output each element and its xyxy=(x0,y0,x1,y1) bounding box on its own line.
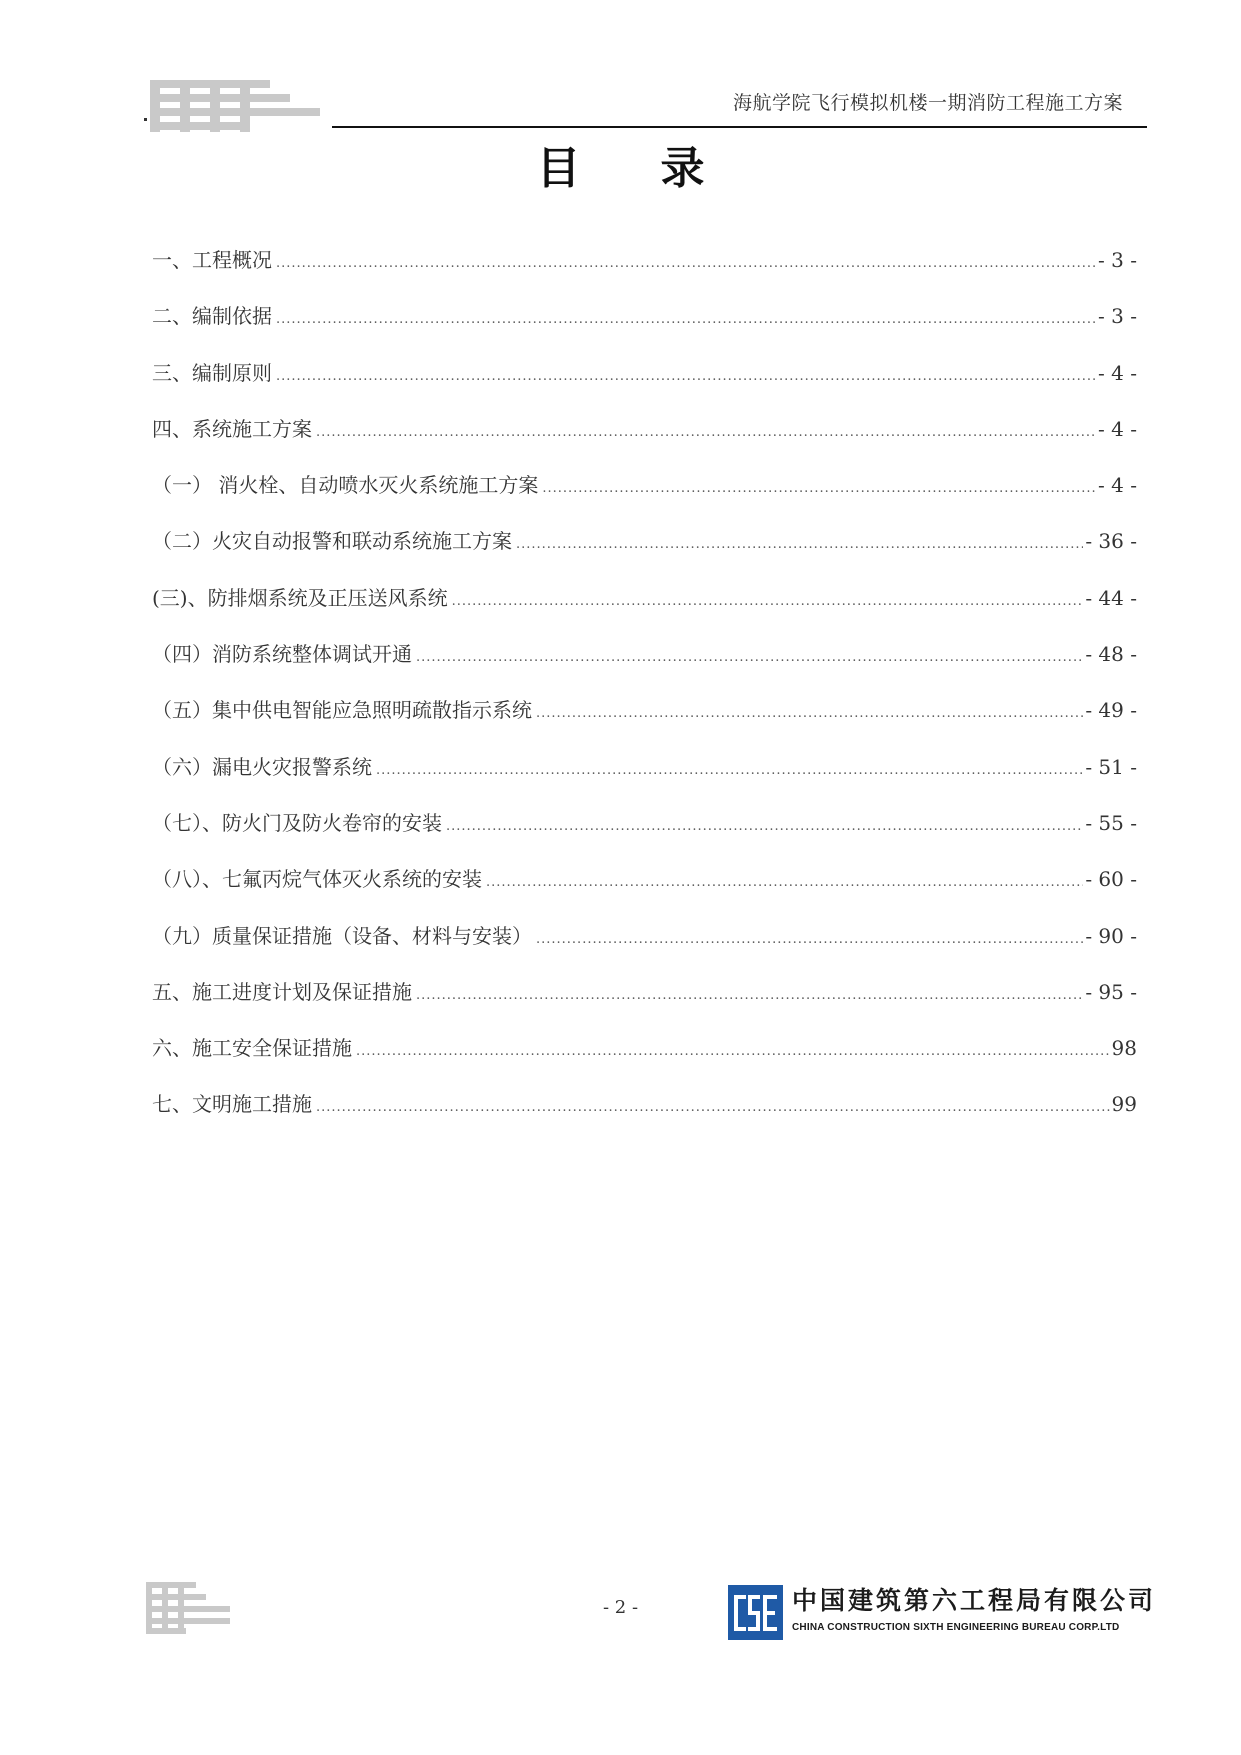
toc-entry-page-number: - 36 - xyxy=(1085,529,1137,554)
toc-leader-dots xyxy=(536,706,1083,721)
toc-leader-dots xyxy=(416,650,1083,665)
toc-entry-page-number: - 4 - xyxy=(1098,416,1137,441)
toc-entry-title: (三)、防排烟系统及正压送风系统 xyxy=(152,585,448,610)
toc-entry-title: （一） 消火栓、自动喷水灭火系统施工方案 xyxy=(152,473,539,498)
toc-entry[interactable] xyxy=(152,413,1137,469)
toc-entry[interactable] xyxy=(152,694,1137,750)
document-header-title: 海航学院飞行模拟机楼一期消防工程施工方案 xyxy=(732,92,1123,114)
toc-entry[interactable] xyxy=(152,357,1137,413)
toc-entry[interactable] xyxy=(152,976,1137,1032)
toc-entry-page-number: - 95 - xyxy=(1085,979,1137,1004)
company-name-english: CHINA CONSTRUCTION SIXTH ENGINEERING BUREAU CORP.LTD xyxy=(792,1622,1120,1633)
toc-entry-title: 三、编制原则 xyxy=(152,360,272,385)
toc-entry[interactable] xyxy=(152,525,1137,581)
toc-entry-title: （五）集中供电智能应急照明疏散指示系统 xyxy=(152,698,532,723)
toc-entry-title: （六）漏电火灾报警系统 xyxy=(152,754,372,779)
toc-leader-dots xyxy=(516,537,1083,552)
toc-leader-dots xyxy=(416,988,1083,1003)
toc-entry-page-number: - 55 - xyxy=(1085,810,1137,835)
toc-entry[interactable] xyxy=(152,244,1137,300)
header-divider xyxy=(332,126,1147,128)
toc-entry-title: （四）消防系统整体调试开通 xyxy=(152,642,412,667)
toc-entry-title: （七）、防火门及防火卷帘的安装 xyxy=(152,810,442,835)
toc-heading: 目录 xyxy=(536,143,785,194)
toc-entry-page-number: - 3 - xyxy=(1098,248,1137,272)
toc-leader-dots xyxy=(376,763,1083,778)
toc-entry[interactable] xyxy=(152,807,1137,863)
company-name-chinese: 中国建筑第六工程局有限公司 xyxy=(792,1586,1157,1615)
toc-leader-dots xyxy=(276,312,1096,327)
toc-entry-page-number: - 4 - xyxy=(1098,473,1137,498)
toc-entry[interactable] xyxy=(152,751,1137,807)
toc-entry[interactable] xyxy=(152,469,1137,525)
toc-entry-page-number: 99 xyxy=(1111,1092,1137,1117)
toc-leader-dots xyxy=(316,1100,1110,1115)
toc-leader-dots xyxy=(446,819,1083,834)
page-number: - 2 - xyxy=(602,1597,639,1618)
toc-leader-dots xyxy=(316,425,1096,440)
toc-entry-title: 五、施工进度计划及保证措施 xyxy=(152,979,412,1004)
table-of-contents xyxy=(152,244,1137,1145)
toc-entry[interactable] xyxy=(152,1032,1137,1088)
toc-entry-page-number: - 4 - xyxy=(1098,360,1137,385)
toc-entry-title: （八）、七氟丙烷气体灭火系统的安装 xyxy=(152,867,482,892)
toc-entry-page-number: - 44 - xyxy=(1085,585,1137,610)
toc-entry[interactable] xyxy=(152,863,1137,919)
toc-entry-title: （九）质量保证措施（设备、材料与安装） xyxy=(152,923,532,948)
toc-leader-dots xyxy=(356,1044,1110,1059)
toc-leader-dots xyxy=(536,932,1083,947)
toc-entry-title: 一、工程概况 xyxy=(152,248,272,272)
toc-entry-page-number: 98 xyxy=(1111,1036,1137,1061)
toc-entry-page-number: - 49 - xyxy=(1085,698,1137,723)
toc-leader-dots xyxy=(542,481,1096,496)
toc-entry[interactable] xyxy=(152,920,1137,976)
toc-entry-title: 二、编制依据 xyxy=(152,304,272,329)
toc-entry-page-number: - 48 - xyxy=(1085,642,1137,667)
toc-entry-page-number: - 60 - xyxy=(1085,867,1137,892)
toc-entry[interactable] xyxy=(152,638,1137,694)
toc-leader-dots xyxy=(276,256,1096,271)
toc-leader-dots xyxy=(276,369,1096,384)
toc-entry[interactable] xyxy=(152,300,1137,356)
company-logo-icon xyxy=(728,1585,783,1640)
header-logo-icon xyxy=(150,80,320,132)
toc-leader-dots xyxy=(452,594,1084,609)
toc-entry-page-number: - 51 - xyxy=(1085,754,1137,779)
header-marker-dot xyxy=(144,118,147,121)
toc-entry[interactable] xyxy=(152,582,1137,638)
toc-entry-page-number: - 90 - xyxy=(1085,923,1137,948)
toc-leader-dots xyxy=(486,875,1083,890)
toc-entry-title: 六、施工安全保证措施 xyxy=(152,1036,352,1061)
toc-entry[interactable] xyxy=(152,1088,1137,1144)
toc-entry-page-number: - 3 - xyxy=(1098,304,1137,329)
toc-entry-title: 四、系统施工方案 xyxy=(152,416,312,441)
toc-entry-title: 七、文明施工措施 xyxy=(152,1092,312,1117)
toc-entry-title: （二）火灾自动报警和联动系统施工方案 xyxy=(152,529,512,554)
